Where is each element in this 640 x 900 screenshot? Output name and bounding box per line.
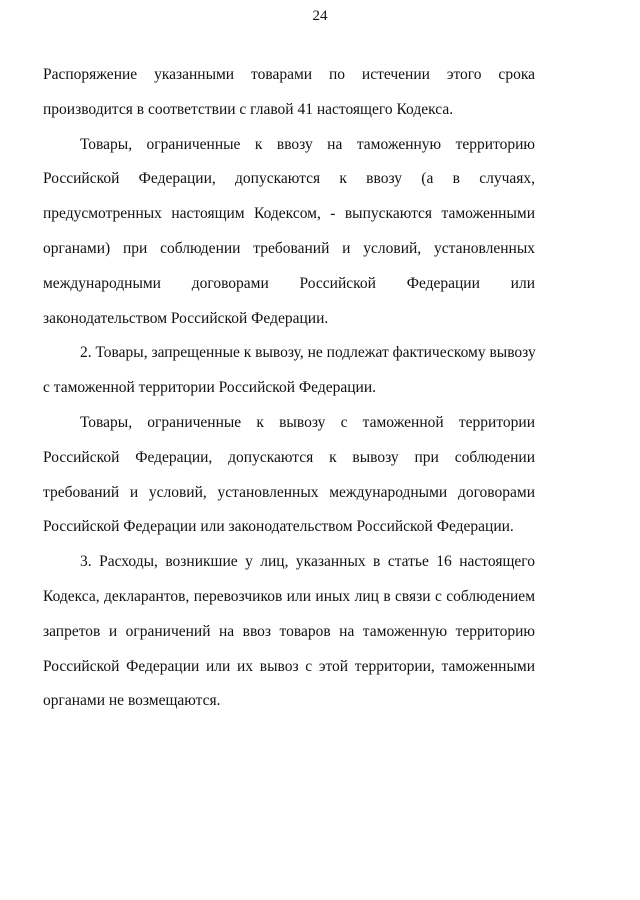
text-line: международными договорами Российской Федерации или: [43, 274, 535, 292]
paragraph-expenses: [43, 545, 535, 719]
text-line: Кодекса, декларантов, перевозчиков или иных лиц в связи с соблюдением: [43, 587, 535, 605]
text-line: 3. Расходы, возникшие у лиц, указанных в статье 16 настоящего: [80, 553, 535, 571]
text-line: запретов и ограничений на ввоз товаров на таможенную территорию: [43, 622, 535, 640]
text-line: Российской Федерации, допускаются к ввозу (а в случаях,: [43, 170, 535, 188]
text-line: Распоряжение указанными товарами по истечении этого срока: [43, 66, 535, 83]
paragraph-continuation: [43, 58, 535, 128]
text-line: органами) при соблюдении требований и условий, установленных: [43, 239, 535, 257]
text-line: Российской Федерации или их вывоз с этой территории, таможенными: [43, 657, 535, 675]
text-line: предусмотренных настоящим Кодексом, - выпускаются таможенными: [43, 205, 535, 223]
paragraph-export-prohibited: [43, 336, 535, 406]
paragraph-import-restrictions: [43, 128, 535, 337]
text-line: с таможенной территории Российской Федерации.: [43, 379, 376, 397]
text-line: Российской Федерации или законодательством Российской Федерации.: [43, 518, 514, 536]
text-line: 2. Товары, запрещенные к вывозу, не подлежат фактическому вывозу: [80, 344, 536, 362]
page-number: 24: [312, 8, 328, 24]
text-line: Российской Федерации, допускаются к вывозу при соблюдении: [43, 448, 535, 466]
text-line: производится в соответствии с главой 41 настоящего Кодекса.: [43, 100, 454, 118]
text-line: требований и условий, установленных международными договорами: [43, 483, 535, 501]
document-body: [43, 58, 535, 719]
text-line: Товары, ограниченные к ввозу на таможенную территорию: [80, 135, 535, 153]
text-line: органами не возмещаются.: [43, 692, 221, 710]
paragraph-export-restrictions: [43, 406, 535, 545]
text-line: законодательством Российской Федерации.: [43, 309, 329, 327]
text-line: Товары, ограниченные к вывозу с таможенной территории: [80, 413, 535, 431]
